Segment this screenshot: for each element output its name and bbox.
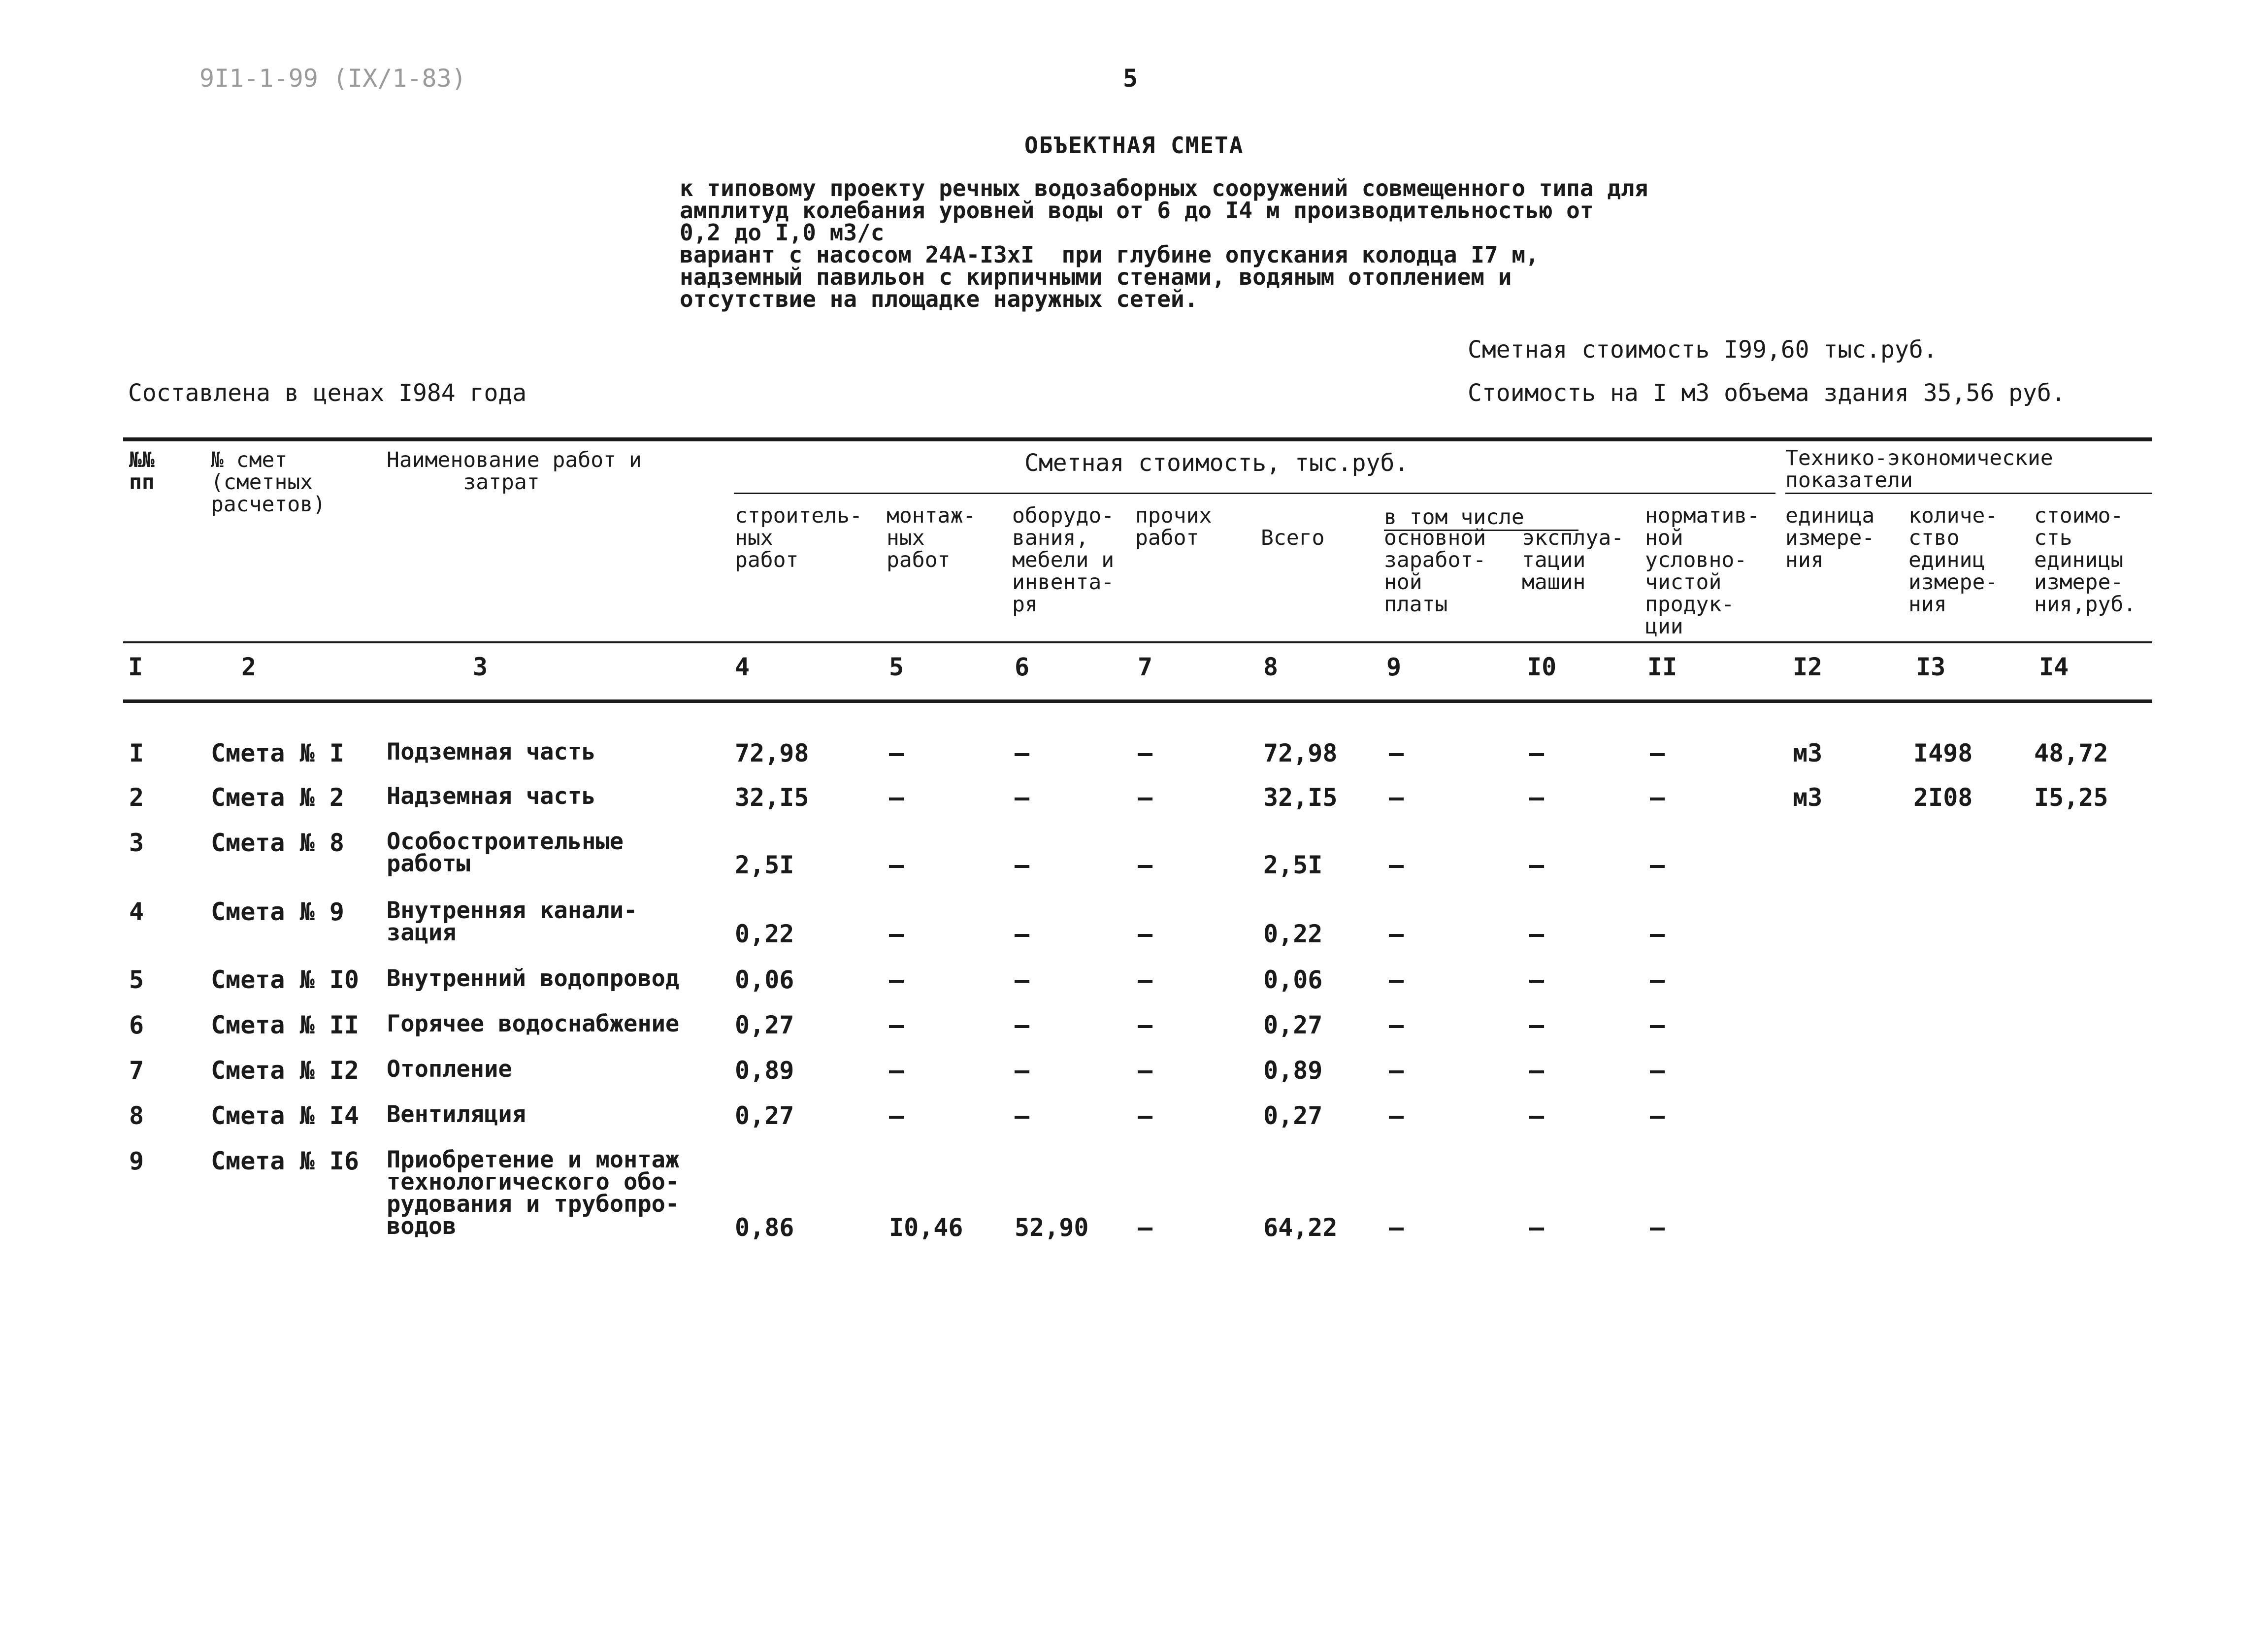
cost-group-rule — [734, 493, 1775, 494]
work-name: Внутренний водопровод — [387, 965, 680, 992]
normative-output: – — [1650, 1213, 1665, 1242]
other-cost: – — [1138, 1213, 1153, 1242]
estimate-ref: Смета № 2 — [211, 783, 344, 812]
col-header-work-name: Наименование работ и затрат — [387, 448, 642, 495]
col-group-estimated-cost: Сметная стоимость, тыс.руб. — [1024, 449, 1409, 477]
equipment-cost: – — [1015, 920, 1030, 948]
equipment-cost: – — [1015, 851, 1030, 879]
equipment-cost: – — [1015, 1101, 1030, 1130]
base-wage: – — [1389, 739, 1404, 767]
construction-cost: 0,86 — [735, 1213, 794, 1242]
row-number: 3 — [129, 829, 144, 857]
estimate-ref: Смета № ІІ — [211, 1011, 360, 1039]
other-cost: – — [1138, 1056, 1153, 1085]
construction-cost: 2,5І — [735, 851, 794, 879]
unit-cost: І5,25 — [2034, 783, 2108, 812]
column-number: І0 — [1527, 653, 1557, 681]
equipment-cost: – — [1015, 783, 1030, 812]
col-header-total: Всего — [1261, 526, 1325, 550]
col-header-row-number: №№ пп — [129, 448, 155, 495]
col-header-machine-operation: эксплуа- тации машин — [1522, 526, 1624, 595]
equipment-cost: – — [1015, 1011, 1030, 1039]
col-header-unit-cost: стоимо- сть единицы измере- ния,руб. — [2034, 503, 2137, 617]
work-name: Особостроительные работы — [387, 828, 624, 877]
installation-cost: – — [889, 965, 904, 994]
base-wage: – — [1389, 1213, 1404, 1242]
col-header-construction: строитель- ных работ — [735, 503, 862, 572]
installation-cost: – — [889, 1056, 904, 1085]
row-number: 6 — [129, 1011, 144, 1039]
work-name: Горячее водоснабжение — [387, 1010, 680, 1037]
construction-cost: 0,27 — [735, 1101, 794, 1130]
other-cost: – — [1138, 851, 1153, 879]
other-cost: – — [1138, 1011, 1153, 1039]
quantity: 2І08 — [1913, 783, 1973, 812]
machine-operation: – — [1529, 739, 1545, 767]
normative-output: – — [1650, 1101, 1665, 1130]
total-cost: 64,22 — [1263, 1213, 1338, 1242]
column-number: 8 — [1263, 653, 1279, 681]
construction-cost: 0,27 — [735, 1011, 794, 1039]
base-wage: – — [1389, 1011, 1404, 1039]
row-number: 4 — [129, 898, 144, 926]
installation-cost: – — [889, 1011, 904, 1039]
column-number: І4 — [2039, 653, 2069, 681]
estimate-ref: Смета № І2 — [211, 1056, 360, 1085]
construction-cost: 0,89 — [735, 1056, 794, 1085]
column-number: 5 — [889, 653, 904, 681]
machine-operation: – — [1529, 1101, 1545, 1130]
total-cost: 72,98 — [1263, 739, 1338, 767]
column-number: ІІ — [1647, 653, 1677, 681]
estimate-ref: Смета № І6 — [211, 1147, 360, 1175]
base-wage: – — [1389, 920, 1404, 948]
column-number: 3 — [473, 653, 488, 681]
normative-output: – — [1650, 920, 1665, 948]
unit: м3 — [1793, 739, 1823, 767]
col-header-quantity: количе- ство единиц измере- ния — [1908, 503, 1998, 617]
total-cost: 2,5І — [1263, 851, 1323, 879]
header-bottom-rule — [123, 641, 2152, 643]
base-wage: – — [1389, 965, 1404, 994]
installation-cost: І0,46 — [889, 1213, 963, 1242]
row-number: 5 — [129, 965, 144, 994]
normative-output: – — [1650, 739, 1665, 767]
machine-operation: – — [1529, 1213, 1545, 1242]
row-number: 8 — [129, 1101, 144, 1130]
column-number: І — [128, 653, 143, 681]
total-cost: 0,27 — [1263, 1101, 1323, 1130]
construction-cost: 0,22 — [735, 920, 794, 948]
equipment-cost: – — [1015, 965, 1030, 994]
normative-output: – — [1650, 1056, 1665, 1085]
installation-cost: – — [889, 783, 904, 812]
base-wage: – — [1389, 1101, 1404, 1130]
base-wage: – — [1389, 1056, 1404, 1085]
normative-output: – — [1650, 851, 1665, 879]
estimate-ref: Смета № І0 — [211, 965, 360, 994]
row-number: 9 — [129, 1147, 144, 1175]
col-header-base-wage: основной заработ- ной платы — [1384, 526, 1486, 617]
work-name: Подземная часть — [387, 738, 596, 765]
col-header-other: прочих работ — [1135, 503, 1212, 550]
work-name: Приобретение и монтаж технологического обо- рудования и трубопро- водов — [387, 1146, 680, 1240]
row-number: І — [129, 739, 144, 767]
machine-operation: – — [1529, 965, 1545, 994]
column-number: 2 — [241, 653, 257, 681]
construction-cost: 32,І5 — [735, 783, 809, 812]
column-number: 4 — [735, 653, 750, 681]
estimate-ref: Смета № І4 — [211, 1101, 360, 1130]
total-cost: 0,06 — [1263, 965, 1323, 994]
col-header-including: в том числе — [1384, 505, 1578, 531]
equipment-cost: 52,90 — [1015, 1213, 1089, 1242]
equipment-cost: – — [1015, 739, 1030, 767]
col-header-equipment: оборудо- вания, мебели и инвента- ря — [1012, 503, 1115, 617]
construction-cost: 0,06 — [735, 965, 794, 994]
other-cost: – — [1138, 1101, 1153, 1130]
col-header-normative-output: норматив- ной условно- чистой продук- ции — [1645, 503, 1760, 639]
unit-cost: 48,72 — [2034, 739, 2108, 767]
total-cost: 0,89 — [1263, 1056, 1323, 1085]
installation-cost: – — [889, 739, 904, 767]
column-number: І3 — [1916, 653, 1946, 681]
estimate-ref: Смета № 9 — [211, 898, 344, 926]
other-cost: – — [1138, 965, 1153, 994]
quantity: І498 — [1913, 739, 1973, 767]
estimate-ref: Смета № 8 — [211, 829, 344, 857]
document-code: 9І1-1-99 (ІХ/1-83) — [199, 64, 466, 93]
machine-operation: – — [1529, 783, 1545, 812]
column-number: 7 — [1138, 653, 1153, 681]
row-number: 7 — [129, 1056, 144, 1085]
installation-cost: – — [889, 1101, 904, 1130]
normative-output: – — [1650, 1011, 1665, 1039]
total-cost: 0,22 — [1263, 920, 1323, 948]
col-header-installation: монтаж- ных работ — [887, 503, 976, 572]
base-wage: – — [1389, 783, 1404, 812]
table-top-rule — [123, 437, 2152, 441]
other-cost: – — [1138, 783, 1153, 812]
machine-operation: – — [1529, 851, 1545, 879]
col-header-unit: единица измере- ния — [1785, 503, 1875, 572]
work-name: Надземная часть — [387, 783, 596, 810]
base-wage: – — [1389, 851, 1404, 879]
installation-cost: – — [889, 920, 904, 948]
machine-operation: – — [1529, 1011, 1545, 1039]
unit: м3 — [1793, 783, 1823, 812]
other-cost: – — [1138, 920, 1153, 948]
page-number: 5 — [1123, 64, 1138, 93]
project-description: к типовому проекту речных водозаборных сооружений совмещенного типа для амплитуд колебания уровней воды от 6 до І4 м производительностью от 0,2 до І,0 м3/с вариант с насосом 24А-ІЗхІ при глубине опускания колодца І7 м, надземный павильон с кирпичными стенами, водяным отоплением и отсутствие на площадке наружных сетей. — [680, 175, 1648, 312]
work-name: Отопление — [387, 1056, 512, 1083]
prices-year-note: Составлена в ценах І984 года — [128, 379, 527, 407]
machine-operation: – — [1529, 920, 1545, 948]
col-header-estimate-number: № смет (сметных расчетов) — [211, 448, 326, 517]
installation-cost: – — [889, 851, 904, 879]
cost-per-cubic-meter: Стоимость на І м3 объема здания 35,56 руб. — [1468, 379, 2066, 407]
normative-output: – — [1650, 965, 1665, 994]
other-cost: – — [1138, 739, 1153, 767]
tech-group-rule — [1785, 493, 2152, 494]
estimate-ref: Смета № І — [211, 739, 344, 767]
estimated-cost: Сметная стоимость І99,60 тыс.руб. — [1468, 336, 1938, 364]
col-group-tech-indicators: Технико-экономические показатели — [1785, 446, 2053, 493]
column-number: І2 — [1793, 653, 1823, 681]
work-name: Внутренняя канали- зация — [387, 897, 638, 946]
construction-cost: 72,98 — [735, 739, 809, 767]
document-title: ОБЪЕКТНАЯ СМЕТА — [1024, 132, 1244, 159]
col-numbers-bottom-rule — [123, 699, 2152, 703]
equipment-cost: – — [1015, 1056, 1030, 1085]
machine-operation: – — [1529, 1056, 1545, 1085]
work-name: Вентиляция — [387, 1101, 526, 1128]
total-cost: 0,27 — [1263, 1011, 1323, 1039]
column-number: 9 — [1386, 653, 1402, 681]
column-number: 6 — [1015, 653, 1030, 681]
normative-output: – — [1650, 783, 1665, 812]
row-number: 2 — [129, 783, 144, 812]
total-cost: 32,І5 — [1263, 783, 1338, 812]
